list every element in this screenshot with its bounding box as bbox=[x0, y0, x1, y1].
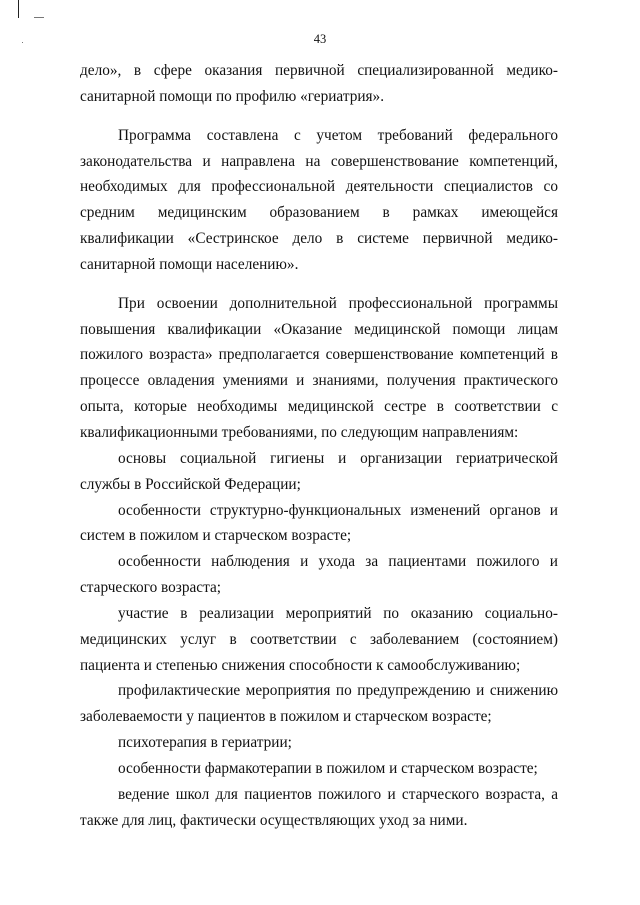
list-item-psychotherapy: психотерапия в гериатрии; bbox=[118, 734, 292, 752]
scan-artifact bbox=[34, 17, 44, 18]
scan-edge-mark bbox=[18, 0, 19, 18]
list-item-structural-changes: особенности структурно-функциональных изменений органов и систем в пожилом и старческом возрасте; bbox=[80, 501, 558, 545]
document-body bbox=[80, 58, 558, 833]
list-item-patient-schools: ведение школ для пациентов пожилого и старческого возраста, а также для лиц, фактически осуществляющих уход за ними. bbox=[80, 785, 558, 829]
list-item-social-hygiene: основы социальной гигиены и организации гериатрической службы в Российской Федерации; bbox=[80, 449, 558, 493]
list-item-observation-care: особенности наблюдения и ухода за пациентами пожилого и старческого возраста; bbox=[80, 553, 558, 597]
paragraph-program-description: Программа составлена с учетом требований федерального законодательства и направлена на совершенствование компетенций, необходимых для профессиональной деятельности специалистов со средним медицинским образованием в рамках имеющейся квалификации «Сестринское дело в системе первичной медико-санитарной помощи населению». bbox=[80, 126, 558, 273]
paragraph-competencies-intro: При освоении дополнительной профессиональной программы повышения квалификации «Оказание медицинской помощи лицам пожилого возраста» предполагается совершенствование компетенций в процессе овладения умениями и знаниями, получения практического опыта, которые необходимы медицинской сестре в соответствии с квалификационными требованиями, по следующим направлениям: bbox=[80, 294, 558, 441]
list-item-social-medical-services: участие в реализации мероприятий по оказанию социально-медицинских услуг в соответствии с заболеванием (состоянием) пациента и степенью снижения способности к самообслуживанию; bbox=[80, 604, 558, 674]
page-number: 43 bbox=[313, 32, 327, 46]
list-item-pharmacotherapy: особенности фармакотерапии в пожилом и старческом возрасте; bbox=[118, 759, 538, 777]
paragraph-continuation: дело», в сфере оказания первичной специализированной медико-санитарной помощи по профилю «гериатрия». bbox=[80, 62, 558, 105]
list-item-prevention: профилактические мероприятия по предупреждению и снижению заболеваемости у пациентов в пожилом и старческом возрасте; bbox=[80, 682, 558, 726]
